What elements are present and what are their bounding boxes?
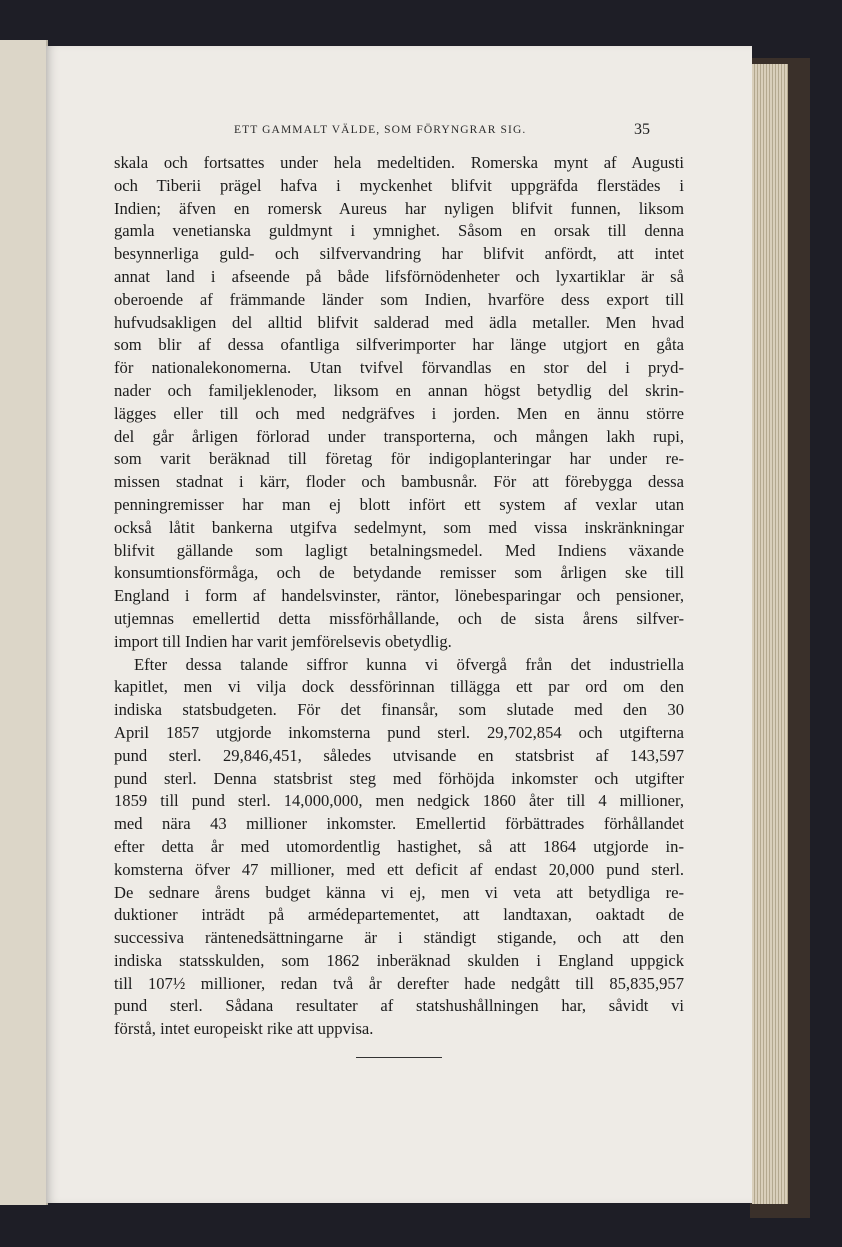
text-line: annat land i afseende på både lifsförnödenheter och lyxartiklar är så xyxy=(114,266,684,286)
book-page xyxy=(46,46,752,1203)
text-line: hufvudsakligen del alltid blifvit salderad med ädla metaller. Men hvad xyxy=(114,312,684,332)
text-line: som varit beräknad till företag för indigoplanteringar har under re- xyxy=(114,449,684,469)
text-line: import till Indien har varit jemförelsevis obetydlig. xyxy=(114,631,452,651)
text-line: efter detta år med utomordentlig hastighet, så att 1864 utgjorde in- xyxy=(114,836,684,856)
text-line: del går årligen förlorad under transporterna, och mången lakh rupi, xyxy=(114,426,684,446)
text-line: besynnerliga guld- och silfvervandring har blifvit anfördt, att intet xyxy=(114,244,684,264)
section-end-rule xyxy=(356,1057,442,1058)
running-title: ETT GAMMALT VÄLDE, SOM FÖRYNGRAR SIG. xyxy=(234,124,527,136)
text-line: indiska statsbudgeten. För det finansår, som slutade med den 30 xyxy=(114,700,684,720)
page-number: 35 xyxy=(634,121,650,138)
text-line: successiva räntenedsättningarne är i ständigt stigande, och att den xyxy=(114,928,684,948)
text-line: och Tiberii prägel hafva i myckenhet blifvit uppgräfda flerstädes i xyxy=(114,175,684,195)
text-line: konsumtionsförmåga, och de betydande remisser som årligen ske till xyxy=(114,563,684,583)
text-line: oberoende af främmande länder som Indien, hvarföre dess export till xyxy=(114,289,684,309)
text-line: som blir af dessa ofantliga silfverimporter har länge utgjort en gåta xyxy=(114,335,684,355)
text-line: pund sterl. 29,846,451, således utvisande en statsbrist af 143,597 xyxy=(114,745,684,765)
text-line: indiska statsskulden, som 1862 inberäknad skulden i England uppgick xyxy=(114,950,684,970)
text-line: gamla venetianska guldmynt i ymnighet. Såsom en orsak till denna xyxy=(114,221,684,241)
text-line: till 107½ millioner, redan två år derefter hade nedgått till 85,835,957 xyxy=(114,973,684,993)
text-line: för nationalekonomerna. Utan tvifvel förvandlas en stor del i pryd- xyxy=(114,358,684,378)
text-line: nader och familjeklenoder, liksom en annan högst betydlig del skrin- xyxy=(114,380,684,400)
text-line: med nära 43 millioner inkomster. Emellertid förbättrades förhållandet xyxy=(114,814,684,834)
left-page-edge xyxy=(0,40,48,1205)
text-line: duktioner inträdt på armédepartementet, att landtaxan, oaktadt de xyxy=(114,905,684,925)
text-line: missen stadnat i kärr, floder och bambusnår. För att förebygga dessa xyxy=(114,472,684,492)
text-line: lägges eller till och med nedgräfves i jorden. Men en ännu större xyxy=(114,403,684,423)
text-line: blifvit gällande som lagligt betalningsmedel. Med Indiens växande xyxy=(114,540,684,560)
text-line: De sednare årens budget känna vi ej, men vi veta att betydliga re- xyxy=(114,882,684,902)
text-line: Efter dessa talande siffror kunna vi öfvergå från det industriella xyxy=(134,654,684,674)
text-line: pund sterl. Sådana resultater af statshushållningen har, såvidt vi xyxy=(114,996,684,1016)
running-head xyxy=(46,121,752,144)
page-stack-edges xyxy=(752,64,788,1204)
text-line: förstå, intet europeiskt rike att uppvisa. xyxy=(114,1019,374,1039)
text-line: skala och fortsattes under hela medeltiden. Romerska mynt af Augusti xyxy=(114,153,684,172)
body-text xyxy=(114,152,684,1041)
text-line: April 1857 utgjorde inkomsterna pund sterl. 29,702,854 och utgifterna xyxy=(114,722,684,742)
text-line: 1859 till pund sterl. 14,000,000, men nedgick 1860 åter till 4 millioner, xyxy=(114,791,684,811)
text-line: kapitlet, men vi vilja dock dessförinnan tillägga ett par ord om den xyxy=(114,677,684,697)
text-line: Indien; äfven en romersk Aureus har nyligen blifvit funnen, liksom xyxy=(114,198,684,218)
text-line: också låtit bankerna utgifva sedelmynt, som med vissa inskränkningar xyxy=(114,517,684,537)
text-line: England i form af handelsvinster, räntor, lönebesparingar och pensioner, xyxy=(114,586,684,606)
text-line: penningremisser har man ej blott infört ett system af vexlar utan xyxy=(114,494,684,514)
text-line: pund sterl. Denna statsbrist steg med förhöjda inkomster och utgifter xyxy=(114,768,684,788)
text-line: komsterna öfver 47 millioner, med ett deficit af endast 20,000 pund sterl. xyxy=(114,859,684,879)
text-line: utjemnas emellertid detta missförhållande, och de sista årens silfver- xyxy=(114,608,684,628)
